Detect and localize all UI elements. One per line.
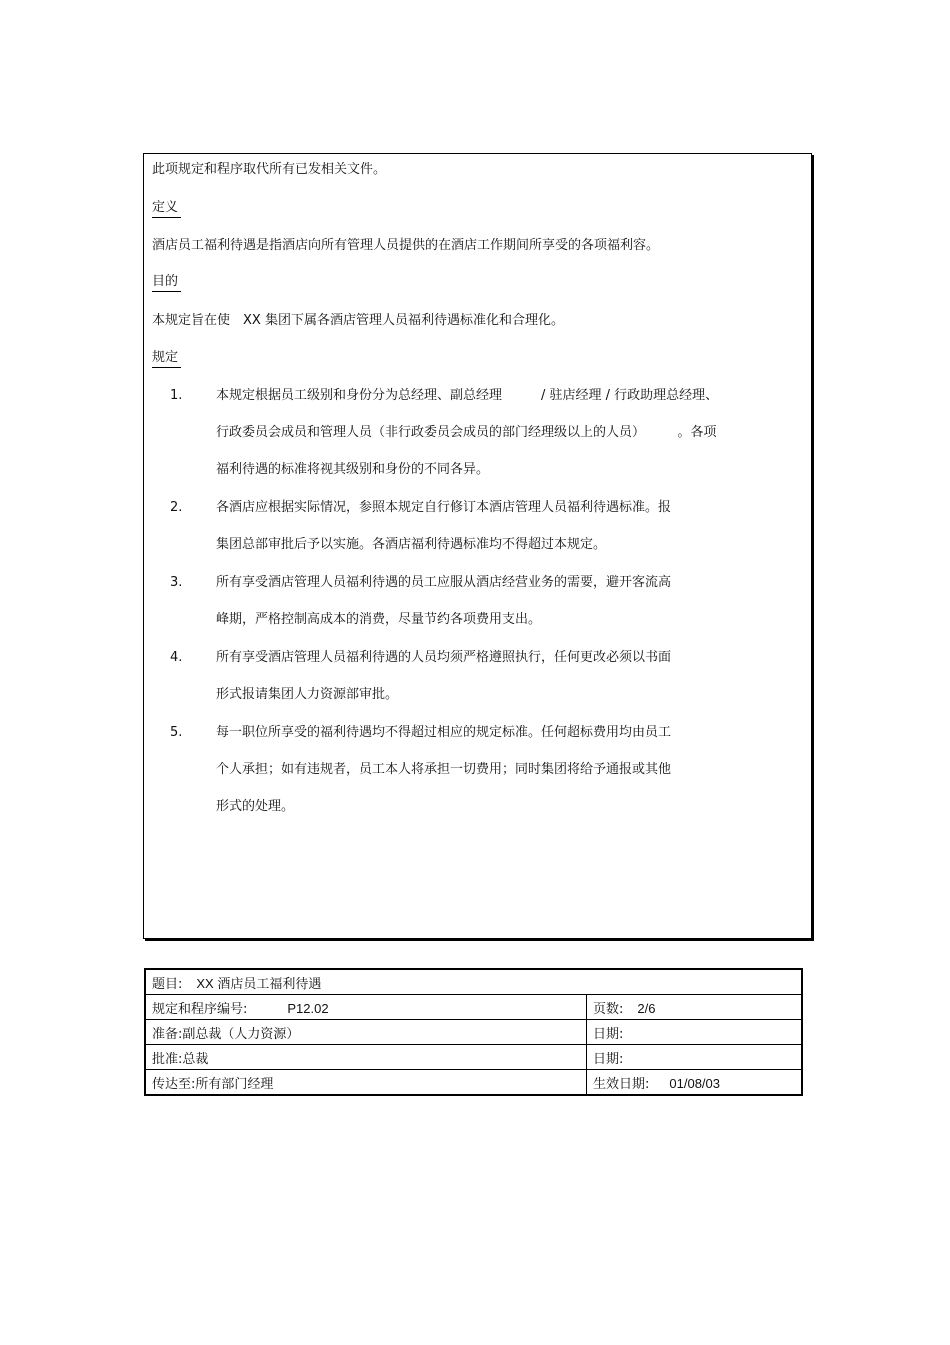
rule-5-line-3: 形式的处理。 xyxy=(216,799,295,814)
code-value: P12.02 xyxy=(287,1000,329,1016)
purpose-heading: 目的 xyxy=(152,273,181,292)
rules-heading-row xyxy=(152,349,181,368)
pages-value: 2/6 xyxy=(637,1000,656,1016)
approved-value: 总裁 xyxy=(182,1051,209,1067)
distribution-row xyxy=(145,1070,802,1096)
policy-content-box xyxy=(143,153,812,939)
rule-2-line-1: 各酒店应根据实际情况，参照本规定自行修订本酒店管理人员福利待遇标准。报 xyxy=(216,500,672,515)
rule-number: 4. xyxy=(170,650,183,665)
distribution-label: 传达至: xyxy=(152,1076,196,1092)
rule-4-line-2: 形式报请集团人力资源部审批。 xyxy=(216,687,399,702)
definition-heading: 定义 xyxy=(152,199,181,218)
intro-text: 此项规定和程序取代所有已发相关文件。 xyxy=(152,162,387,177)
date2-cell xyxy=(587,1045,803,1070)
prepared-label: 准备: xyxy=(152,1026,183,1042)
approved-cell xyxy=(145,1045,587,1070)
purpose-heading-row xyxy=(152,273,181,292)
rules-heading: 规定 xyxy=(152,349,181,368)
code-row xyxy=(145,995,802,1020)
definition-text: 酒店员工福利待遇是指酒店向所有管理人员提供的在酒店工作期间所享受的各项福利容。 xyxy=(152,238,660,253)
definition-heading-row xyxy=(152,199,181,218)
rule-1-line-2: 行政委员会成员和管理人员（非行政委员会成员的部门经理级以上的人员） 。各项 xyxy=(216,425,717,440)
code-label: 规定和程序编号: xyxy=(152,1001,248,1017)
date1-cell xyxy=(587,1020,803,1045)
rule-number: 5. xyxy=(170,725,183,740)
pages-cell xyxy=(587,995,803,1020)
title-value: XX 酒店员工福利待遇 xyxy=(196,975,322,991)
distribution-cell xyxy=(145,1070,587,1096)
rule-3-line-2: 峰期，严格控制高成本的消费，尽量节约各项费用支出。 xyxy=(216,612,542,627)
prepared-value: 副总裁（人力资源） xyxy=(182,1026,300,1042)
rule-4-line-1: 所有享受酒店管理人员福利待遇的人员均须严格遵照执行，任何更改必须以书面 xyxy=(216,650,672,665)
effective-date-cell xyxy=(587,1070,803,1096)
date1-label: 日期: xyxy=(593,1026,624,1042)
pages-label: 页数: xyxy=(593,1001,624,1017)
rule-5-line-1: 每一职位所享受的福利待遇均不得超过相应的规定标准。任何超标费用均由员工 xyxy=(216,725,672,740)
rule-number: 3. xyxy=(170,575,183,590)
rule-1-line-1: 本规定根据员工级别和身份分为总经理、副总经理 / 驻店经理 / 行政助理总经理、 xyxy=(216,388,719,403)
effective-value: 01/08/03 xyxy=(669,1075,720,1091)
effective-label: 生效日期: xyxy=(593,1076,650,1092)
purpose-text: 本规定旨在使 XX 集团下属各酒店管理人员福利待遇标准化和合理化。 xyxy=(152,313,564,328)
rule-1-line-3: 福利待遇的标准将视其级别和身份的不同各异。 xyxy=(216,462,490,477)
title-label: 题目: xyxy=(152,976,183,992)
title-row xyxy=(145,969,802,995)
prepared-row xyxy=(145,1020,802,1045)
approved-row xyxy=(145,1045,802,1070)
date2-label: 日期: xyxy=(593,1051,624,1067)
rule-5-line-2: 个人承担；如有违规者，员工本人将承担一切费用；同时集团将给予通报或其他 xyxy=(216,762,672,777)
rule-number: 1. xyxy=(170,388,183,403)
rule-2-line-2: 集团总部审批后予以实施。各酒店福利待遇标准均不得超过本规定。 xyxy=(216,537,607,552)
rule-3-line-1: 所有享受酒店管理人员福利待遇的员工应服从酒店经营业务的需要，避开客流高 xyxy=(216,575,672,590)
document-info-table xyxy=(144,968,803,1096)
distribution-value: 所有部门经理 xyxy=(195,1076,274,1092)
approved-label: 批准: xyxy=(152,1051,183,1067)
title-cell xyxy=(145,969,802,995)
prepared-cell xyxy=(145,1020,587,1045)
code-cell xyxy=(145,995,587,1020)
rule-number: 2. xyxy=(170,500,183,515)
